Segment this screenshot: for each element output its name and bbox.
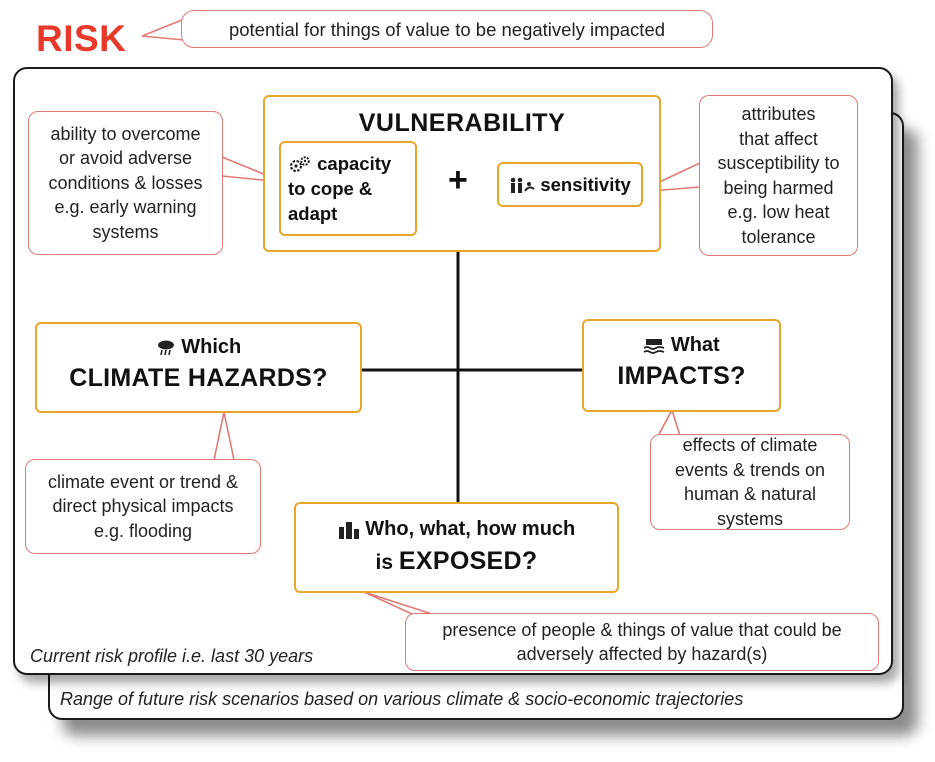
vulnerability-title: VULNERABILITY xyxy=(358,109,566,137)
capacity-box xyxy=(279,141,417,236)
impacts-note-line-1: effects of climate xyxy=(682,435,818,455)
buildings-icon xyxy=(338,521,360,539)
capacity-note-line-1: ability to overcome xyxy=(50,123,201,144)
capacity-note-callout xyxy=(28,111,223,255)
hazards-note-line-1: climate event or trend & xyxy=(47,471,239,492)
hazards-note-line-3: e.g. flooding xyxy=(93,520,193,541)
hazards-line-1: Which xyxy=(181,336,242,358)
people-icon xyxy=(509,177,535,195)
sensitivity-box xyxy=(497,162,643,207)
future-scenarios-label: Range of future risk scenarios based on various climate & socio-economic trajectories xyxy=(60,689,744,709)
exposure-line-1: Who, what, how much xyxy=(365,518,576,540)
impacts-note-line-2: events & trends on xyxy=(674,459,826,480)
capacity-note-line-3: conditions & losses xyxy=(48,172,203,193)
impacts-note-line-3: human & natural xyxy=(683,484,817,504)
capacity-line-2: to cope & xyxy=(288,178,373,199)
hazards-note-line-2: direct physical impacts xyxy=(52,496,234,517)
flood-house-icon xyxy=(643,337,665,355)
impacts-line-1: What xyxy=(670,334,720,356)
capacity-line-3: adapt xyxy=(288,203,338,224)
impacts-note-callout xyxy=(650,434,850,530)
vulnerability-plus: + xyxy=(448,161,468,199)
risk-definition-text: potential for things of value to be negatively impacted xyxy=(228,18,666,40)
hazards-callout-pointer xyxy=(214,412,234,460)
exposure-callout-pointer xyxy=(364,592,432,614)
sensitivity-note-line-2: that affect xyxy=(739,128,818,149)
exposure-note-line-1: presence of people & things of value that could be xyxy=(442,619,842,640)
sensitivity-note-line-4: being harmed xyxy=(723,177,834,198)
sensitivity-label: sensitivity xyxy=(540,174,631,195)
impacts-line-2: IMPACTS? xyxy=(617,362,746,390)
sensitivity-note-callout xyxy=(699,95,858,256)
impacts-callout-pointer xyxy=(658,410,680,436)
current-profile-label: Current risk profile i.e. last 30 years xyxy=(30,646,314,666)
capacity-note-line-2: or avoid adverse xyxy=(58,148,193,169)
risk-title: RISK xyxy=(36,18,127,59)
impacts-box xyxy=(582,319,781,412)
sensitivity-note-line-3: susceptibility to xyxy=(717,153,840,173)
exposure-note-line-2: adversely affected by hazard(s) xyxy=(516,644,768,664)
risk-definition-callout xyxy=(181,10,713,48)
sensitivity-note-line-1: attributes xyxy=(741,104,816,124)
risk-callout-pointer xyxy=(142,20,184,40)
gears-icon xyxy=(288,155,312,175)
sensitivity-note-line-5: e.g. low heat xyxy=(727,202,830,222)
capacity-line-1: capacity xyxy=(317,153,392,174)
sensitivity-note-line-6: tolerance xyxy=(741,226,816,247)
exposure-line-2-prefix: is xyxy=(375,551,399,574)
hazards-line-2: CLIMATE HAZARDS? xyxy=(69,364,328,392)
rain-cloud-icon xyxy=(156,339,176,357)
capacity-note-line-5: systems xyxy=(92,221,159,242)
exposure-note-callout xyxy=(405,613,879,671)
impacts-note-line-4: systems xyxy=(716,508,783,529)
hazards-note-callout xyxy=(25,459,261,554)
climate-hazards-box xyxy=(35,322,362,413)
exposure-line-2-bold: EXPOSED? xyxy=(398,547,538,575)
exposure-box xyxy=(294,502,619,593)
capacity-note-line-4: e.g. early warning xyxy=(54,197,197,218)
